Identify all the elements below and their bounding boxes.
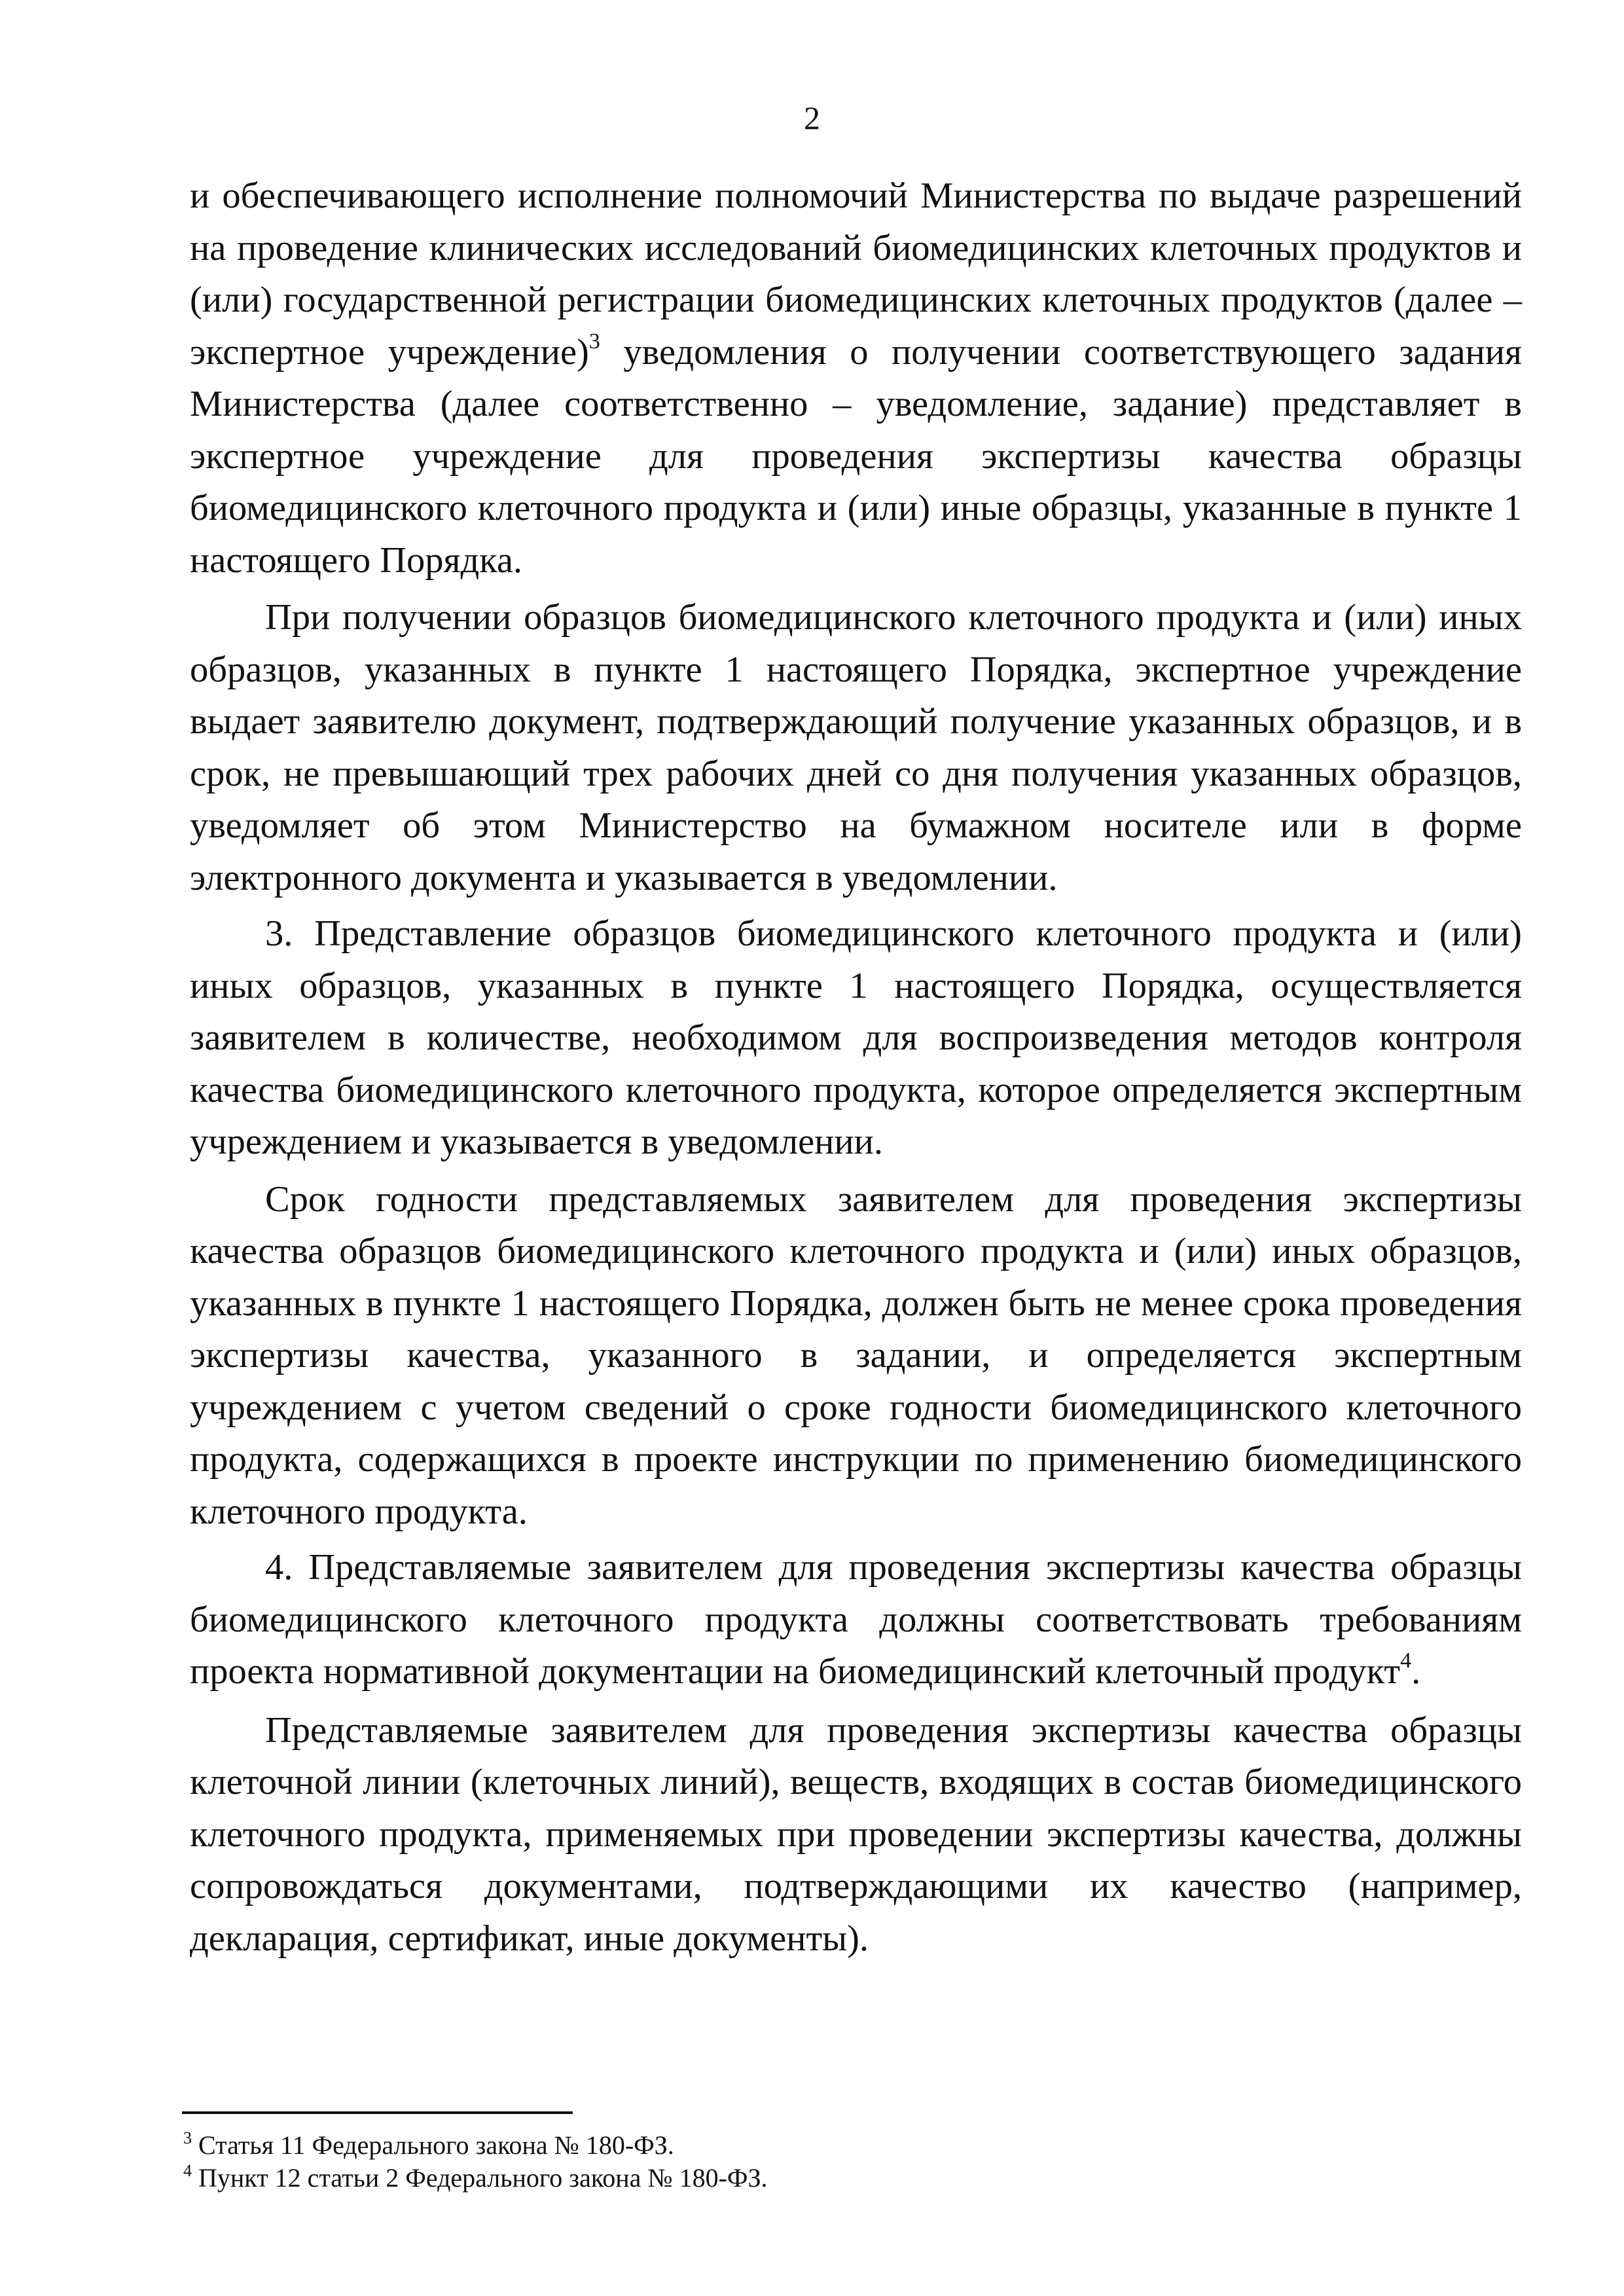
footnote-number-4: 4 <box>183 2160 192 2180</box>
document-body <box>190 170 1522 1965</box>
paragraph-1-text-before: и обеспечивающего исполнение полномочий Министерства по выдаче разрешений на проведение клинических исследований биомедицинских клеточных продуктов и (или) государственной регистрации биомедицинских клеточных продуктов (далее – экспертное учреждение) <box>190 175 1522 373</box>
page-number: 2 <box>804 100 820 136</box>
paragraph-2: При получении образцов биомедицинского клеточного продукта и (или) иных образцов, указанных в пункте 1 настоящего Порядка, экспертное учреждение выдает заявителю документ, подтверждающий получение указанных образцов, и в срок, не превышающий трех рабочих дней со дня получения указанных образцов, уведомляет об этом Министерство на бумажном носителе или в форме электронного документа и указывается в уведомлении. <box>190 597 1522 898</box>
paragraph-3: 3. Представление образцов биомедицинского клеточного продукта и (или) иных образцов, указанных в пункте 1 настоящего Порядка, осуществляется заявителем в количестве, необходимом для воспроизведения методов контроля качества биомедицинского клеточного продукта, которое определяется экспертным учреждением и указывается в уведомлении. <box>190 913 1522 1162</box>
footnote-3-text: Статья 11 Федерального закона № 180-ФЗ. <box>192 2130 674 2160</box>
footnotes <box>183 2129 1492 2195</box>
paragraph-1 <box>190 170 1522 587</box>
paragraph-4: Срок годности представляемых заявителем для проведения экспертизы качества образцов биомедицинского клеточного продукта и (или) иных образцов, указанных в пункте 1 настоящего Порядка, должен быть не менее срока проведения экспертизы качества, указанного в задании, и определяется экспертным учреждением с учетом сведений о сроке годности биомедицинского клеточного продукта, содержащихся в проекте инструкции по применению биомедицинского клеточного продукта. <box>190 1178 1522 1532</box>
footnote-separator <box>182 2111 573 2114</box>
paragraph-5-text-after: . <box>1411 1651 1421 1692</box>
footnote-4 <box>183 2162 1492 2195</box>
footnote-number-3: 3 <box>183 2128 192 2147</box>
paragraph-1-text-after: уведомления о получении соответствующего задания Министерства (далее соответственно – уведомление, задание) представляет в экспертное учреждение для проведения экспертизы качества образцы биомедицинского клеточного продукта и (или) иные образцы, указанные в пункте 1 настоящего Порядка. <box>190 331 1522 581</box>
footnote-ref-4: 4 <box>1400 1649 1412 1673</box>
footnote-ref-3: 3 <box>588 329 600 354</box>
paragraph-6: Представляемые заявителем для проведения экспертизы качества образцы клеточной линии (клеточных линий), веществ, входящих в состав биомедицинского клеточного продукта, применяемых при проведении экспертизы качества, должны сопровождаться документами, подтверждающими их качество (например, декларация, сертификат, иные документы). <box>190 1709 1522 1959</box>
footnote-4-text: Пункт 12 статьи 2 Федерального закона № 180-ФЗ. <box>192 2163 768 2193</box>
paragraph-5 <box>190 1542 1522 1698</box>
footnote-3 <box>183 2129 1492 2162</box>
paragraph-5-text-before: 4. Представляемые заявителем для проведения экспертизы качества образцы биомедицинского клеточного продукта должны соответствовать требованиям проекта нормативной документации на биомедицинский клеточный продукт <box>190 1547 1522 1692</box>
